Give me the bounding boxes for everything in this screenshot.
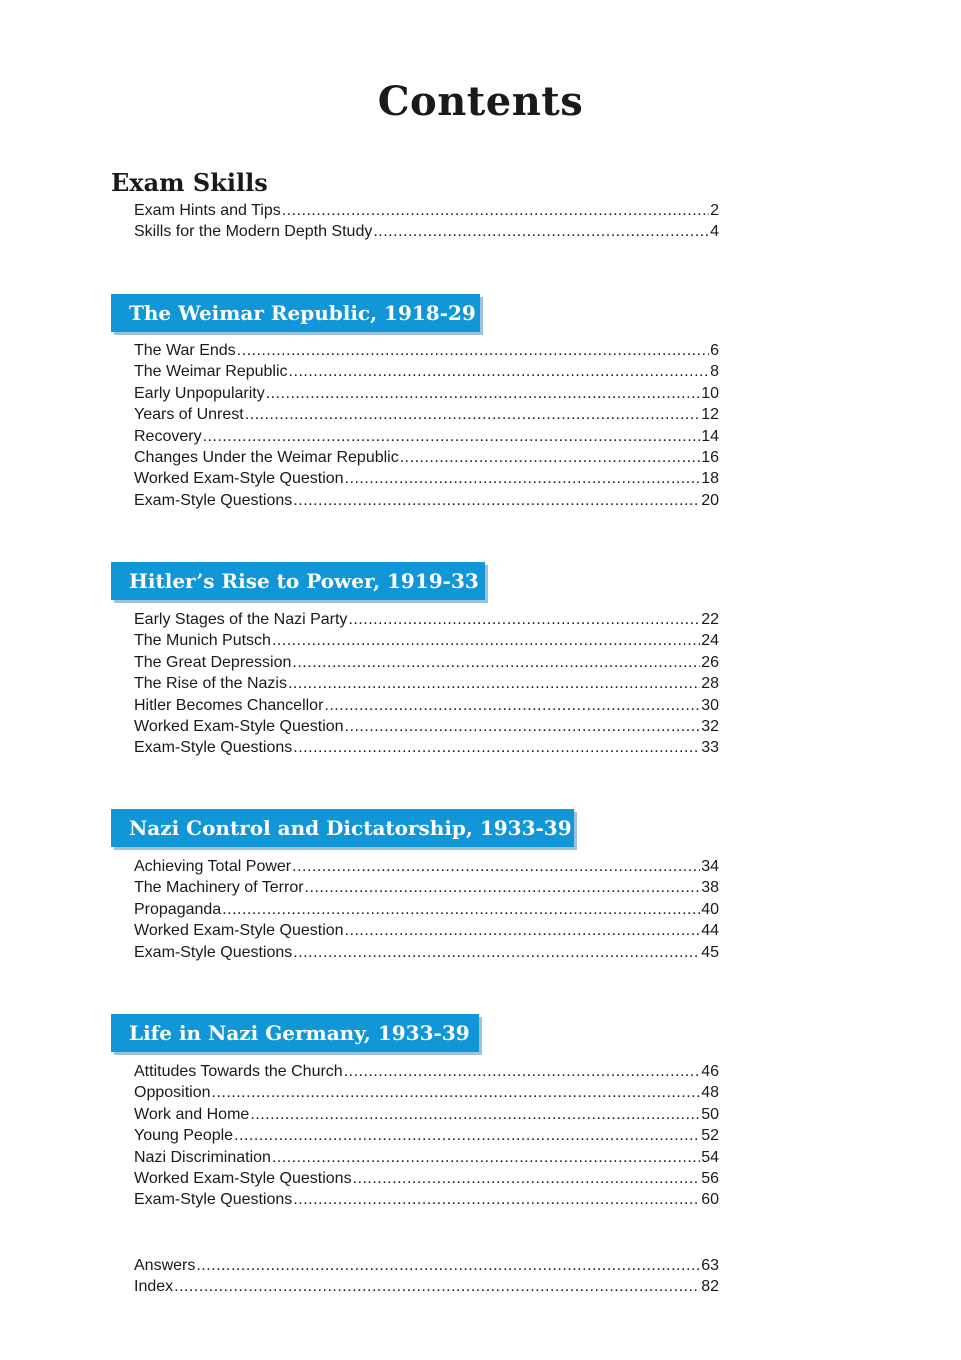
toc-entry-page-number: 28 bbox=[701, 675, 719, 693]
dot-leader bbox=[250, 1106, 700, 1124]
toc-entry-page-number: 38 bbox=[701, 879, 719, 897]
toc-entry bbox=[134, 1278, 719, 1299]
dot-leader bbox=[288, 675, 700, 693]
toc-entry bbox=[134, 901, 719, 922]
toc-entry-page-number: 4 bbox=[710, 223, 719, 241]
toc-entry bbox=[134, 1149, 719, 1170]
toc-entry-title: Skills for the Modern Depth Study bbox=[134, 223, 373, 241]
toc-entry-title: Work and Home bbox=[134, 1105, 250, 1123]
toc-entry-title: Worked Exam-Style Question bbox=[134, 922, 344, 940]
toc-entry bbox=[134, 675, 719, 696]
toc-entry bbox=[134, 1127, 719, 1148]
toc-entry-title: Attitudes Towards the Church bbox=[134, 1063, 343, 1080]
toc-entry-page-number: 16 bbox=[701, 448, 719, 466]
toc-entry-title: Worked Exam-Style Question bbox=[134, 717, 344, 735]
toc-entry bbox=[134, 718, 719, 739]
dot-leader bbox=[293, 739, 700, 757]
toc-entry-page-number: 18 bbox=[701, 470, 719, 488]
toc-entry-title: Answers bbox=[134, 1257, 196, 1274]
toc-entry-page-number: 60 bbox=[701, 1191, 719, 1209]
toc-entry bbox=[134, 1106, 719, 1127]
toc-entry-page-number: 26 bbox=[701, 653, 719, 671]
toc-entry-title: Hitler Becomes Chancellor bbox=[134, 696, 324, 714]
toc-entry-page-number: 2 bbox=[710, 202, 719, 219]
dot-leader bbox=[345, 718, 701, 736]
dot-leader bbox=[212, 1084, 701, 1102]
toc-entry-title: Exam-Style Questions bbox=[134, 943, 293, 961]
toc-entry-page-number: 48 bbox=[701, 1084, 719, 1102]
toc-entry-page-number: 46 bbox=[701, 1063, 719, 1080]
dot-leader bbox=[245, 406, 701, 424]
toc-list-exam-skills bbox=[134, 202, 719, 245]
dot-leader bbox=[344, 1063, 701, 1081]
toc-list-back-matter bbox=[134, 1257, 719, 1300]
toc-entry-page-number: 14 bbox=[701, 427, 719, 445]
dot-leader bbox=[234, 1127, 700, 1145]
toc-entry-title: Index bbox=[134, 1278, 174, 1296]
dot-leader bbox=[345, 470, 701, 488]
dot-leader bbox=[293, 492, 700, 510]
toc-entry-title: Exam-Style Questions bbox=[134, 739, 293, 757]
toc-entry bbox=[134, 858, 719, 879]
toc-entry bbox=[134, 342, 719, 363]
toc-list-hitlers-rise bbox=[134, 611, 719, 761]
dot-leader bbox=[222, 901, 700, 919]
toc-entry-title: The Munich Putsch bbox=[134, 632, 271, 650]
toc-entry-title: Years of Unrest bbox=[134, 406, 244, 424]
toc-entry bbox=[134, 1191, 719, 1212]
toc-entry bbox=[134, 202, 719, 223]
toc-entry bbox=[134, 492, 719, 513]
toc-entry-title: The Rise of the Nazis bbox=[134, 675, 287, 693]
toc-entry-page-number: 54 bbox=[701, 1148, 719, 1166]
toc-list-nazi-control bbox=[134, 858, 719, 965]
toc-entry-page-number: 6 bbox=[710, 342, 719, 359]
dot-leader bbox=[203, 428, 701, 446]
toc-entry-title: Exam-Style Questions bbox=[134, 491, 293, 509]
dot-leader bbox=[345, 922, 701, 940]
toc-entry-title: Early Stages of the Nazi Party bbox=[134, 611, 348, 628]
toc-entry bbox=[134, 654, 719, 675]
toc-entry-page-number: 40 bbox=[701, 900, 719, 918]
dot-leader bbox=[324, 697, 700, 715]
toc-entry bbox=[134, 363, 719, 384]
dot-leader bbox=[237, 342, 709, 360]
toc-entry-title: Exam Hints and Tips bbox=[134, 202, 281, 219]
toc-entry-title: Propaganda bbox=[134, 900, 222, 918]
toc-entry bbox=[134, 922, 719, 943]
dot-leader bbox=[282, 202, 709, 220]
toc-entry-page-number: 56 bbox=[701, 1169, 719, 1187]
toc-entry bbox=[134, 632, 719, 653]
toc-entry-page-number: 33 bbox=[701, 739, 719, 757]
toc-entry-page-number: 44 bbox=[701, 922, 719, 940]
dot-leader bbox=[348, 611, 700, 629]
toc-entry bbox=[134, 223, 719, 244]
toc-entry-title: Opposition bbox=[134, 1084, 211, 1102]
dot-leader bbox=[400, 449, 700, 467]
dot-leader bbox=[289, 363, 710, 381]
dot-leader bbox=[293, 1191, 700, 1209]
section-banner-weimar-republic: The Weimar Republic, 1918-29 bbox=[111, 294, 480, 332]
toc-entry bbox=[134, 1257, 719, 1278]
toc-entry-title: The Weimar Republic bbox=[134, 363, 288, 381]
toc-entry-page-number: 8 bbox=[710, 363, 719, 381]
toc-entry bbox=[134, 697, 719, 718]
toc-list-weimar-republic bbox=[134, 342, 719, 513]
toc-entry-title: Early Unpopularity bbox=[134, 384, 265, 402]
toc-entry-page-number: 30 bbox=[701, 696, 719, 714]
toc-entry-title: Young People bbox=[134, 1127, 234, 1145]
toc-entry-page-number: 32 bbox=[701, 717, 719, 735]
section-heading-exam-skills: Exam Skills bbox=[111, 168, 268, 197]
toc-entry-page-number: 52 bbox=[701, 1127, 719, 1145]
toc-entry-title: The War Ends bbox=[134, 342, 236, 359]
toc-entry-page-number: 45 bbox=[701, 943, 719, 961]
dot-leader bbox=[272, 1149, 700, 1167]
toc-entry bbox=[134, 428, 719, 449]
toc-entry-page-number: 50 bbox=[701, 1105, 719, 1123]
toc-entry-title: Changes Under the Weimar Republic bbox=[134, 448, 399, 466]
toc-entry-title: Nazi Discrimination bbox=[134, 1148, 271, 1166]
section-banner-hitlers-rise: Hitler’s Rise to Power, 1919-33 bbox=[111, 562, 485, 600]
toc-list-life-in-nazi-germany bbox=[134, 1063, 719, 1213]
toc-entry-page-number: 10 bbox=[701, 384, 719, 402]
toc-entry bbox=[134, 406, 719, 427]
toc-entry bbox=[134, 385, 719, 406]
toc-entry bbox=[134, 1063, 719, 1084]
toc-entry-page-number: 63 bbox=[701, 1257, 719, 1274]
toc-entry-page-number: 20 bbox=[701, 491, 719, 509]
toc-entry-title: Exam-Style Questions bbox=[134, 1191, 293, 1209]
dot-leader bbox=[353, 1170, 701, 1188]
toc-entry bbox=[134, 1084, 719, 1105]
dot-leader bbox=[196, 1257, 700, 1275]
toc-entry-title: Worked Exam-Style Questions bbox=[134, 1169, 352, 1187]
dot-leader bbox=[293, 944, 700, 962]
toc-entry bbox=[134, 611, 719, 632]
toc-entry-title: The Great Depression bbox=[134, 653, 292, 671]
toc-entry bbox=[134, 1170, 719, 1191]
section-banner-life-in-nazi-germany: Life in Nazi Germany, 1933-39 bbox=[111, 1014, 479, 1052]
toc-entry-title: Worked Exam-Style Question bbox=[134, 470, 344, 488]
toc-entry-page-number: 34 bbox=[701, 858, 719, 875]
toc-entry-page-number: 24 bbox=[701, 632, 719, 650]
toc-entry-page-number: 82 bbox=[701, 1278, 719, 1296]
toc-entry-page-number: 12 bbox=[701, 406, 719, 424]
section-banner-nazi-control: Nazi Control and Dictatorship, 1933-39 bbox=[111, 809, 574, 847]
toc-entry-title: Achieving Total Power bbox=[134, 858, 292, 875]
dot-leader bbox=[305, 879, 701, 897]
dot-leader bbox=[373, 223, 709, 241]
toc-entry bbox=[134, 879, 719, 900]
dot-leader bbox=[292, 858, 700, 876]
dot-leader bbox=[174, 1278, 700, 1296]
toc-entry-title: The Machinery of Terror bbox=[134, 879, 304, 897]
toc-entry-title: Recovery bbox=[134, 427, 202, 445]
dot-leader bbox=[292, 654, 700, 672]
toc-entry bbox=[134, 944, 719, 965]
dot-leader bbox=[266, 385, 700, 403]
toc-entry bbox=[134, 739, 719, 760]
toc-entry bbox=[134, 470, 719, 491]
page-title: Contents bbox=[377, 78, 584, 125]
dot-leader bbox=[272, 632, 700, 650]
toc-entry-page-number: 22 bbox=[701, 611, 719, 628]
toc-entry bbox=[134, 449, 719, 470]
